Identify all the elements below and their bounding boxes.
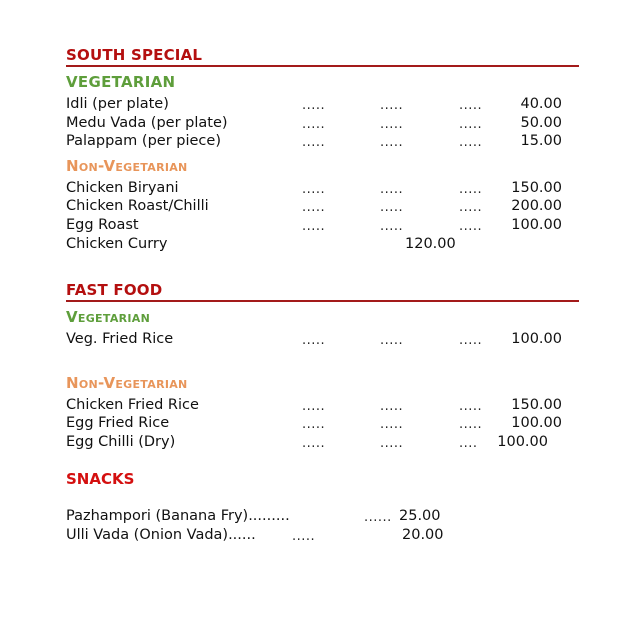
menu-item-dots: ..... bbox=[302, 417, 326, 432]
menu-item-dots: .... bbox=[459, 436, 478, 451]
menu-item-dots: ..... bbox=[380, 98, 404, 113]
veg-heading: VEGETARIAN bbox=[66, 73, 176, 91]
menu-item-name: Ulli Vada (Onion Vada)...... bbox=[66, 527, 256, 543]
menu-item-name: Pazhampori (Banana Fry)......... bbox=[66, 508, 290, 524]
menu-item-dots: ..... bbox=[459, 219, 483, 234]
menu-item-name: Chicken Roast/Chilli bbox=[66, 198, 209, 214]
menu-item-name: Chicken Biryani bbox=[66, 180, 179, 196]
section-title-snacks: SNACKS bbox=[66, 470, 135, 488]
menu-item-dots: ..... bbox=[302, 333, 326, 348]
menu-item-dots: ..... bbox=[302, 436, 326, 451]
section-title-fast-food: FAST FOOD bbox=[66, 281, 163, 299]
menu-item-dots: ..... bbox=[380, 333, 404, 348]
menu-item-name: Idli (per plate) bbox=[66, 96, 169, 112]
menu-item-dots: ..... bbox=[459, 98, 483, 113]
menu-item-dots: ..... bbox=[459, 399, 483, 414]
veg-heading: Vegetarian bbox=[66, 308, 151, 326]
menu-item-name: Chicken Curry bbox=[66, 236, 168, 252]
menu-item-dots: ..... bbox=[302, 399, 326, 414]
menu-item-dots: ..... bbox=[302, 117, 326, 132]
menu-item-price: 100.00 bbox=[497, 434, 548, 450]
menu-item-dots: ..... bbox=[380, 417, 404, 432]
menu-item-price: 150.00 bbox=[511, 180, 562, 196]
menu-item-price: 50.00 bbox=[520, 115, 562, 131]
menu-item-dots: ..... bbox=[459, 117, 483, 132]
menu-item-dots: ..... bbox=[459, 182, 483, 197]
menu-item-dots: ..... bbox=[380, 219, 404, 234]
menu-item-dots: ..... bbox=[380, 399, 404, 414]
menu-item-price: 40.00 bbox=[520, 96, 562, 112]
menu-item-dots: ..... bbox=[380, 135, 404, 150]
section-divider bbox=[66, 65, 579, 67]
menu-item-price: 200.00 bbox=[511, 198, 562, 214]
menu-item-price: 15.00 bbox=[520, 133, 562, 149]
menu-item-dots: ...... bbox=[364, 510, 392, 525]
menu-item-dots: ..... bbox=[302, 219, 326, 234]
nonveg-heading: Non-Vegetarian bbox=[66, 374, 188, 392]
menu-item-price: 25.00 bbox=[399, 508, 441, 524]
menu-item-price: 150.00 bbox=[511, 397, 562, 413]
menu-item-name: Veg. Fried Rice bbox=[66, 331, 174, 347]
menu-item-dots: ..... bbox=[380, 117, 404, 132]
menu-item-name: Palappam (per piece) bbox=[66, 133, 221, 149]
menu-item-dots: ..... bbox=[380, 182, 404, 197]
menu-item-dots: ..... bbox=[302, 98, 326, 113]
menu-item-name: Egg Fried Rice bbox=[66, 415, 170, 431]
menu-item-dots: ..... bbox=[302, 200, 326, 215]
menu-item-dots: ..... bbox=[459, 200, 483, 215]
menu-item-dots: ..... bbox=[380, 200, 404, 215]
menu-item-name: Chicken Fried Rice bbox=[66, 397, 199, 413]
menu-item-name: Egg Roast bbox=[66, 217, 139, 233]
menu-item-price: 20.00 bbox=[402, 527, 444, 543]
menu-item-dots: ..... bbox=[459, 333, 483, 348]
menu-item-price: 100.00 bbox=[511, 415, 562, 431]
menu-item-name: Medu Vada (per plate) bbox=[66, 115, 228, 131]
section-divider bbox=[66, 300, 579, 302]
menu-item-dots: ..... bbox=[459, 135, 483, 150]
menu-item-price: 100.00 bbox=[511, 331, 562, 347]
menu-item-dots: ..... bbox=[292, 529, 316, 544]
menu-item-price: 120.00 bbox=[405, 236, 456, 252]
menu-item-dots: ..... bbox=[302, 135, 326, 150]
menu-item-dots: ..... bbox=[380, 436, 404, 451]
menu-item-dots: ..... bbox=[459, 417, 483, 432]
nonveg-heading: Non-Vegetarian bbox=[66, 157, 188, 175]
menu-item-price: 100.00 bbox=[511, 217, 562, 233]
menu-item-name: Egg Chilli (Dry) bbox=[66, 434, 176, 450]
section-title-south-special: SOUTH SPECIAL bbox=[66, 46, 203, 64]
menu-item-dots: ..... bbox=[302, 182, 326, 197]
